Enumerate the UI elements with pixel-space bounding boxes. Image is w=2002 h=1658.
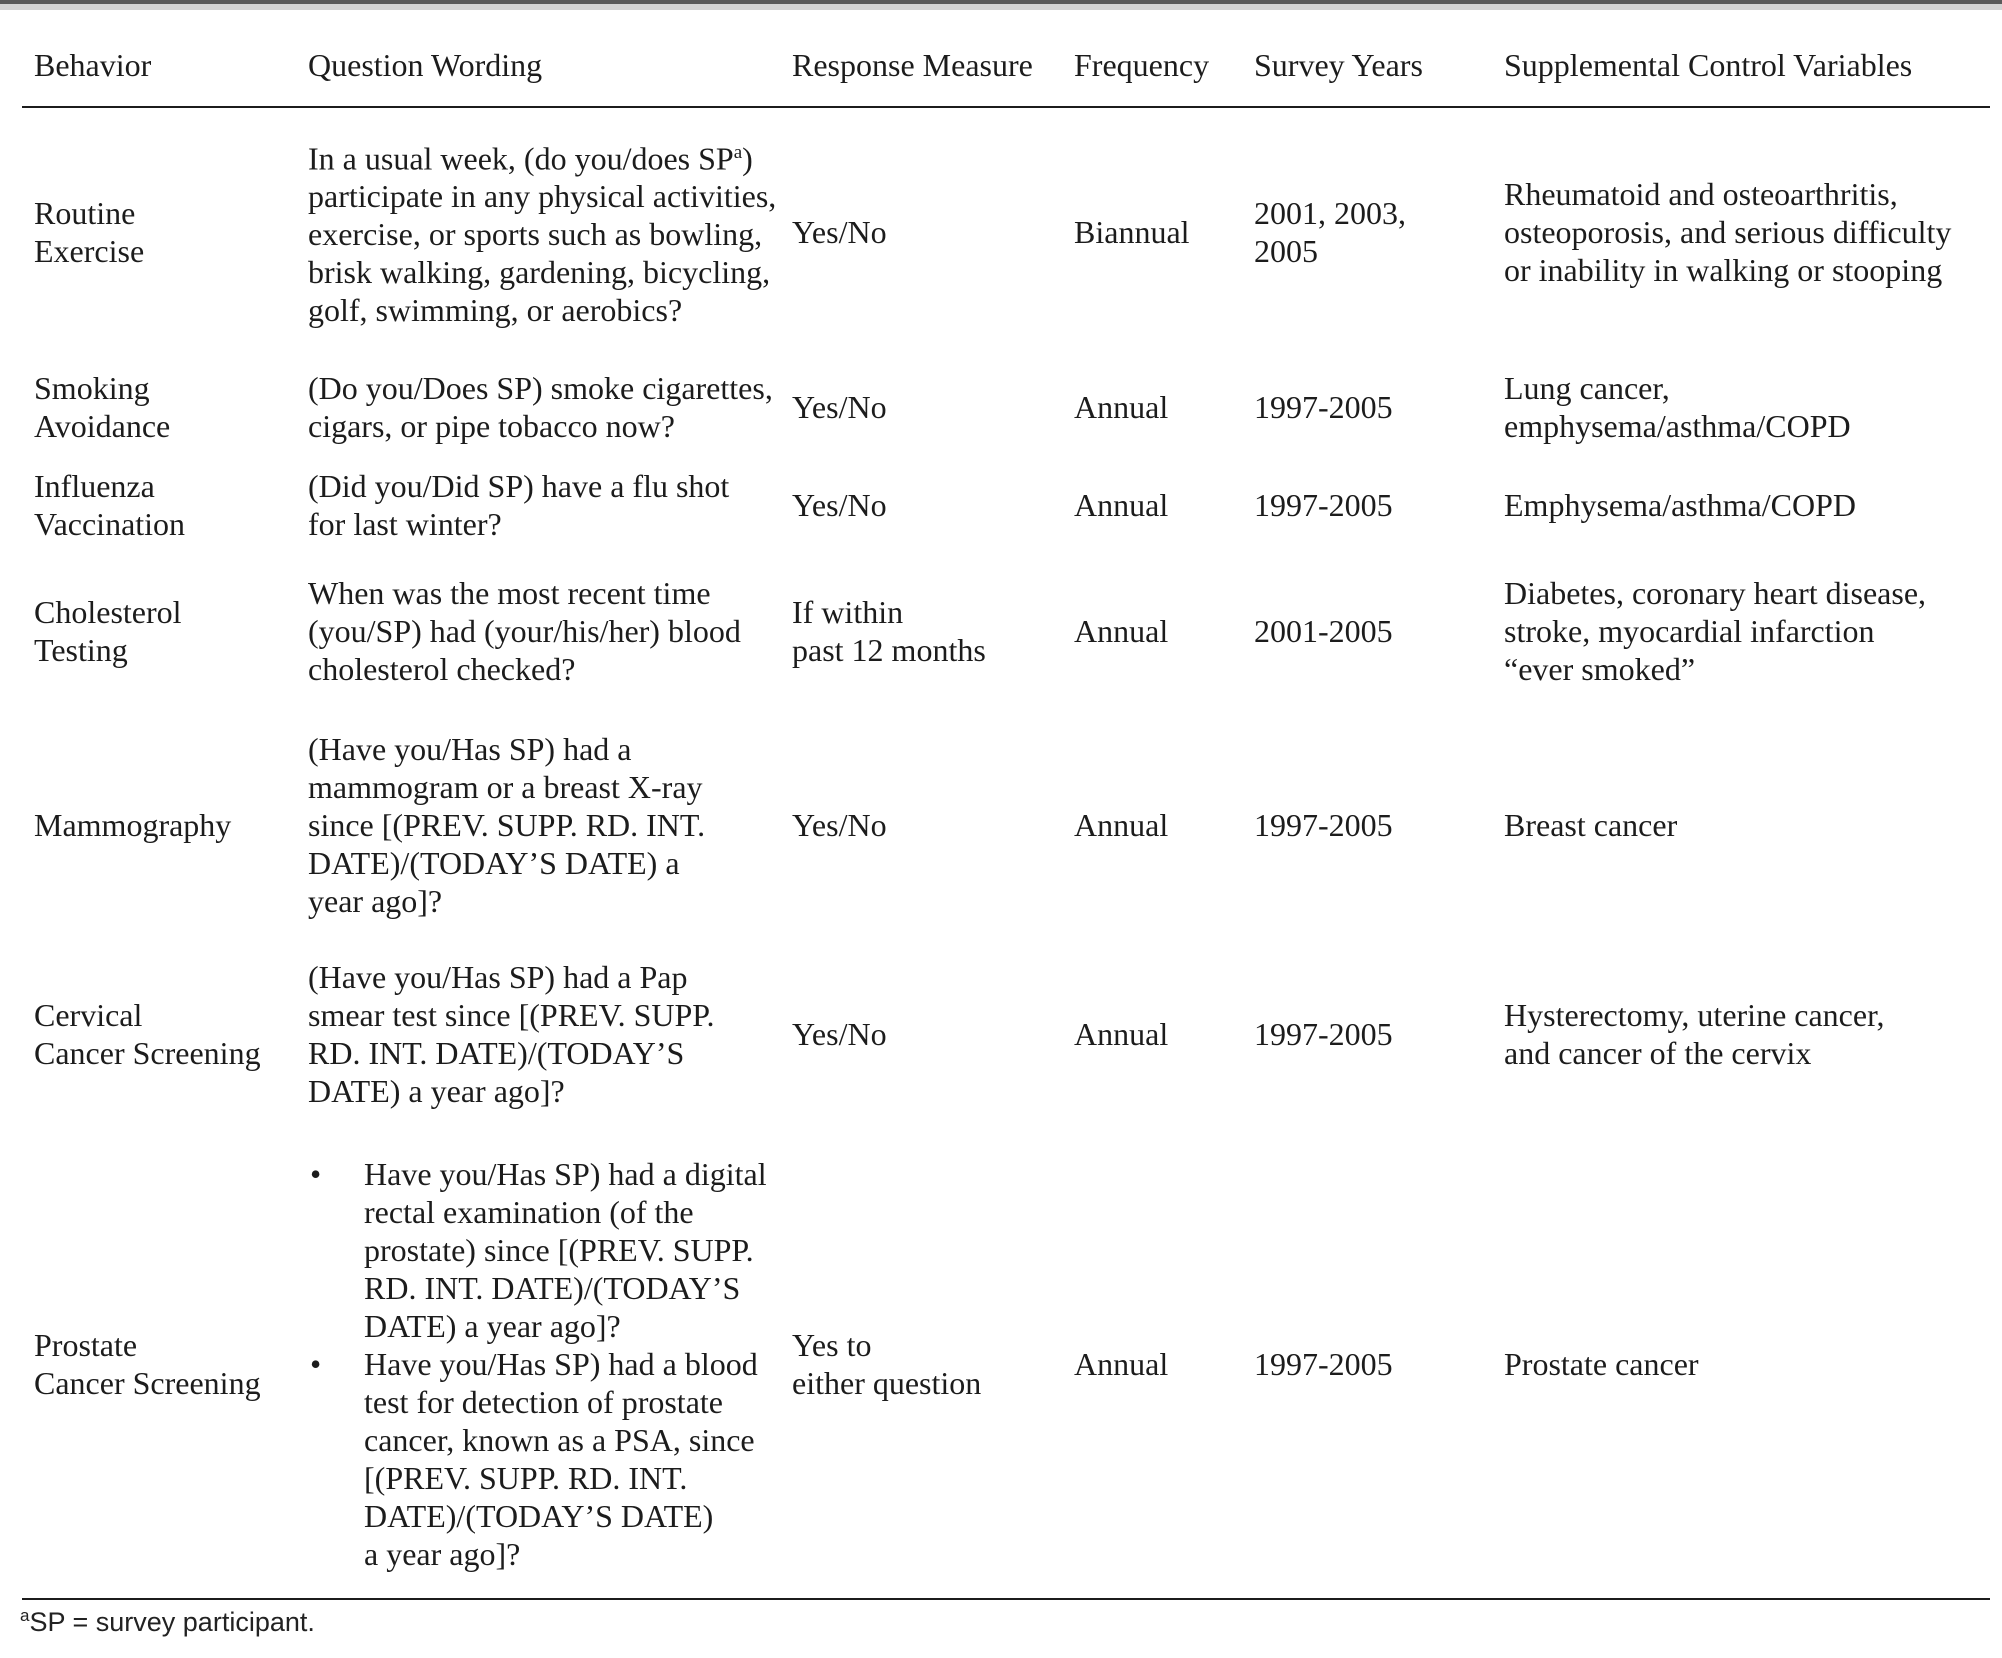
frequency-cell: Annual	[1074, 613, 1169, 649]
table-row-routine-exercise	[22, 107, 1990, 355]
header-behavior: Behavior	[22, 24, 296, 107]
bullet-icon: •	[310, 1345, 322, 1382]
controls-cell: Diabetes, coronary heart disease, stroke, myocardial infarction “ever smoked”	[1504, 575, 1927, 687]
header-response-measure: Response Measure	[780, 24, 1062, 107]
question-text: Have you/Has SP) had a digital rectal examination (of the prostate) since [(PREV. SUPP. RD. INT. DATE)/(TODAY’S DATE) a year ago]?	[364, 1155, 767, 1344]
table-row-cervical-cancer-screening	[22, 939, 1990, 1129]
table-row-prostate-cancer-screening	[22, 1129, 1990, 1599]
controls-cell: Emphysema/asthma/COPD	[1504, 487, 1856, 523]
frequency-cell: Biannual	[1074, 213, 1190, 250]
table-row-cholesterol-testing	[22, 551, 1990, 711]
table-footnote	[20, 1606, 315, 1638]
question-cell: (Do you/Does SP) smoke cigarettes, cigars, or pipe tobacco now?	[308, 370, 773, 444]
frequency-cell: Annual	[1062, 1129, 1242, 1599]
years-cell: 1997-2005	[1254, 807, 1393, 843]
behavior-cell: Mammography	[34, 807, 232, 843]
frequency-cell: Annual	[1074, 487, 1169, 523]
table-row-smoking-avoidance	[22, 355, 1990, 459]
behavior-cell: Prostate Cancer Screening	[22, 1129, 296, 1599]
question-list	[308, 1155, 780, 1573]
frequency-cell: Annual	[1074, 807, 1169, 843]
response-cell: If within past 12 months	[792, 594, 986, 668]
question-cell: (Have you/Has SP) had a Pap smear test since [(PREV. SUPP. RD. INT. DATE)/(TODAY’S DATE) a year ago]?	[308, 959, 715, 1109]
footnote-text: SP = survey participant.	[29, 1607, 315, 1637]
header-question-wording: Question Wording	[296, 24, 780, 107]
controls-cell: Breast cancer	[1504, 807, 1678, 843]
behavior-cell: Influenza Vaccination	[34, 468, 186, 542]
years-cell: 1997-2005	[1254, 1016, 1393, 1052]
list-item	[308, 1345, 780, 1573]
question-cell	[296, 1129, 780, 1599]
footnote-marker: a	[20, 1606, 30, 1625]
footnote-marker: a	[733, 141, 743, 163]
frequency-cell: Annual	[1074, 1016, 1169, 1052]
header-frequency: Frequency	[1062, 24, 1242, 107]
behavior-cell: Routine Exercise	[34, 194, 145, 269]
years-cell: 1997-2005	[1254, 487, 1393, 523]
controls-cell: Hysterectomy, uterine cancer, and cancer of the cervix	[1504, 997, 1885, 1071]
header-control-variables: Supplemental Control Variables	[1492, 24, 1990, 107]
question-cell: (Did you/Did SP) have a flu shot for last winter?	[308, 468, 730, 542]
header-row	[22, 24, 1990, 107]
table-row-influenza-vaccination	[22, 459, 1990, 551]
question-text: In a usual week, (do you/does SP	[308, 140, 734, 177]
response-cell: Yes/No	[792, 807, 887, 843]
behavior-cell: Cervical Cancer Screening	[34, 997, 261, 1071]
bullet-icon: •	[310, 1155, 322, 1192]
years-cell: 1997-2005	[1254, 389, 1393, 425]
question-text: Have you/Has SP) had a blood test for detection of prostate cancer, known as a PSA, since [(PREV. SUPP. RD. INT. DATE)/(TODAY’S DATE) a year ago]?	[364, 1345, 758, 1572]
frequency-cell: Annual	[1074, 389, 1169, 425]
response-cell: Yes/No	[792, 213, 887, 250]
response-cell: Yes/No	[792, 1016, 887, 1052]
response-cell: Yes/No	[792, 389, 887, 425]
list-item	[308, 1155, 780, 1345]
question-cell: (Have you/Has SP) had a mammogram or a breast X-ray since [(PREV. SUPP. RD. INT. DATE)/(TODAY’S DATE) a year ago]?	[308, 731, 706, 919]
years-cell: 2001, 2003, 2005	[1254, 194, 1406, 269]
controls-cell: Lung cancer, emphysema/asthma/COPD	[1504, 370, 1851, 444]
health-behaviors-table	[22, 24, 1990, 1600]
top-border-shadow	[0, 4, 2002, 10]
years-cell: 1997-2005	[1242, 1129, 1492, 1599]
behavior-cell: Smoking Avoidance	[34, 370, 171, 444]
years-cell: 2001-2005	[1254, 613, 1393, 649]
header-survey-years: Survey Years	[1242, 24, 1492, 107]
question-cell: When was the most recent time (you/SP) had (your/his/her) blood cholesterol checked?	[308, 575, 741, 687]
response-cell: Yes/No	[792, 487, 887, 523]
response-cell: Yes to either question	[780, 1129, 1062, 1599]
controls-cell: Prostate cancer	[1492, 1129, 1990, 1599]
table-row-mammography	[22, 711, 1990, 939]
question-text-rest: ) participate in any physical activities, exercise, or sports such as bowling, brisk walking, gardening, bicycling, golf, swimming, or aerobics?	[308, 140, 777, 329]
question-cell	[296, 107, 780, 355]
controls-cell: Rheumatoid and osteoarthritis, osteoporosis, and serious difficulty or inability in walking or stooping	[1504, 175, 1952, 288]
behavior-cell: Cholesterol Testing	[34, 594, 182, 668]
